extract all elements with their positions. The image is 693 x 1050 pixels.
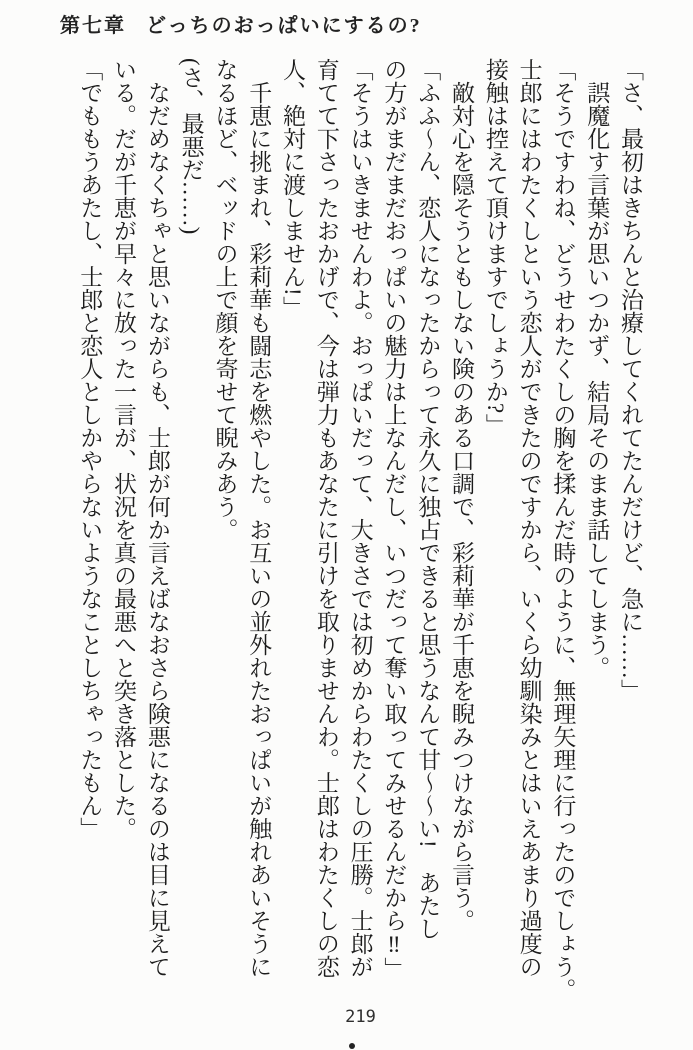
text-line: 人、絶対に渡しません!」 — [280, 58, 306, 319]
running-head — [60, 9, 422, 38]
text-line: 士郎にはわたくしという恋人ができたのですから、いくら幼馴染みとはいえあまり過度の — [516, 58, 542, 978]
chapter-number: 第七章 — [60, 15, 126, 37]
page-ornament-dot — [349, 1043, 355, 1049]
text-line: なだめなくちゃと思いながらも、士郎が何か言えばなおさら険悪になるのは目に見えて — [144, 58, 170, 978]
vertical-text-block — [72, 58, 647, 1010]
text-line: 「でももうあたし、士郎と恋人としかやらないようなことしちゃったもん」 — [77, 58, 103, 840]
text-line: 敵対心を隠そうともしない険のある口調で、彩莉華が千恵を睨みつけながら言う。 — [449, 58, 475, 932]
text-line: (さ、最悪だ……) — [178, 58, 204, 235]
text-line: 千恵に挑まれ、彩莉華も闘志を燃やした。お互いの並外れたおっぱいが触れあいそうに — [246, 58, 272, 978]
page-number: 219 — [345, 1007, 376, 1027]
text-line: 「ふふ〜ん、恋人になったからって永久に独占できると思うなんて甘〜〜い! あたし — [415, 58, 441, 940]
text-line: いる。だが千恵が早々に放った一言が、状況を真の最悪へと突き落とした。 — [111, 58, 137, 840]
text-line: 「さ、最初はきちんと治療してくれてたんだけど、急に……」 — [618, 58, 643, 702]
text-line: 「そうですわね、どうせわたくしの胸を揉んだ時のように、無理矢理に行ったのでしょう。 — [550, 58, 576, 1001]
text-line: 「そうはいきませんわよ。おっぱいだって、大きさでは初めからわたくしの圧勝。士郎が — [347, 58, 373, 978]
text-line: の方がまだまだおっぱいの魅力は上なんだし、いつだって奪い取ってみせるんだから‼」 — [381, 58, 407, 980]
text-line: 育てて下さったおかげで、今は弾力もあなたに引けを取りませんわ。士郎はわたくしの恋 — [313, 58, 339, 978]
chapter-title: どっちのおっぱいにするの? — [146, 15, 422, 37]
text-line: 誤魔化す言葉が思いつかず、結局そのまま話してしまう。 — [584, 58, 610, 679]
text-line: 接触は控えて頂けますでしょうか?」 — [482, 58, 508, 437]
text-line: なるほど、ベッドの上で顔を寄せて睨みあう。 — [212, 58, 238, 541]
